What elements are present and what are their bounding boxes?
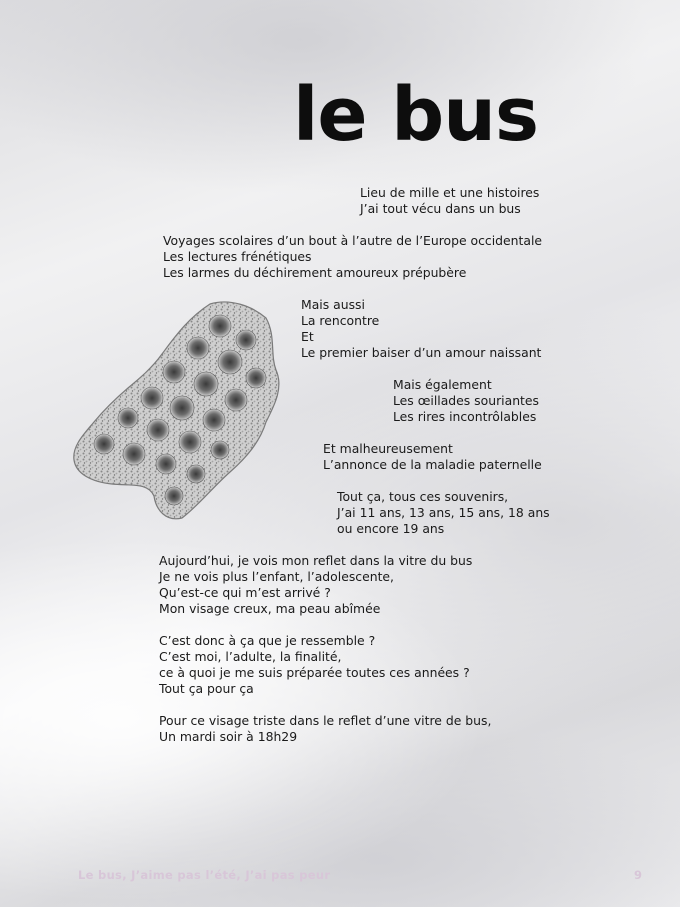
verse-line: C’est moi, l’adulte, la finalité,: [159, 649, 342, 664]
verse-line: Lieu de mille et une histoires: [360, 185, 540, 200]
verse-line: C’est donc à ça que je ressemble ?: [159, 633, 376, 648]
verse-line: Les rires incontrôlables: [393, 409, 537, 424]
stanza-9: [159, 713, 491, 745]
verse-line: L’annonce de la maladie paternelle: [323, 457, 542, 472]
verse-line: J’ai 11 ans, 13 ans, 15 ans, 18 ans: [337, 505, 550, 520]
verse-line: Je ne vois plus l’enfant, l’adolescente,: [159, 569, 394, 584]
verse-line: Et: [301, 329, 314, 344]
stanza-6: [337, 489, 550, 537]
verse-line: Tout ça, tous ces souvenirs,: [337, 489, 509, 504]
stanza-4: [393, 377, 539, 425]
poem-title: le bus: [292, 72, 538, 158]
verse-line: Aujourd’hui, je vois mon reflet dans la vitre du bus: [159, 553, 473, 568]
verse-line: J’ai tout vécu dans un bus: [360, 201, 521, 216]
verse-line: La rencontre: [301, 313, 380, 328]
verse-line: ce à quoi je me suis préparée toutes ces années ?: [159, 665, 470, 680]
stanza-2: [163, 233, 542, 281]
verse-line: Tout ça pour ça: [159, 681, 254, 696]
stanza-5: [323, 441, 542, 473]
stanza-8: [159, 633, 470, 697]
coral-illustration: [70, 296, 290, 526]
stanza-1: [360, 185, 539, 217]
running-title: Le bus, J’aime pas l’été, J’ai pas peur: [78, 868, 331, 882]
page-number: 9: [633, 868, 642, 882]
verse-line: Mais aussi: [301, 297, 365, 312]
verse-line: Et malheureusement: [323, 441, 453, 456]
verse-line: Un mardi soir à 18h29: [159, 729, 298, 744]
verse-line: Mon visage creux, ma peau abîmée: [159, 601, 381, 616]
verse-line: Le premier baiser d’un amour naissant: [301, 345, 542, 360]
verse-line: Pour ce visage triste dans le reflet d’une vitre de bus,: [159, 713, 492, 728]
verse-line: Les lectures frénétiques: [163, 249, 312, 264]
verse-line: Les œillades souriantes: [393, 393, 539, 408]
stanza-3: [301, 297, 541, 361]
verse-line: Les larmes du déchirement amoureux prépubère: [163, 265, 467, 280]
verse-line: Mais également: [393, 377, 492, 392]
verse-line: Voyages scolaires d’un bout à l’autre de l’Europe occidentale: [163, 233, 543, 248]
stanza-7: [159, 553, 472, 617]
verse-line: ou encore 19 ans: [337, 521, 445, 536]
verse-line: Qu’est-ce qui m’est arrivé ?: [159, 585, 331, 600]
